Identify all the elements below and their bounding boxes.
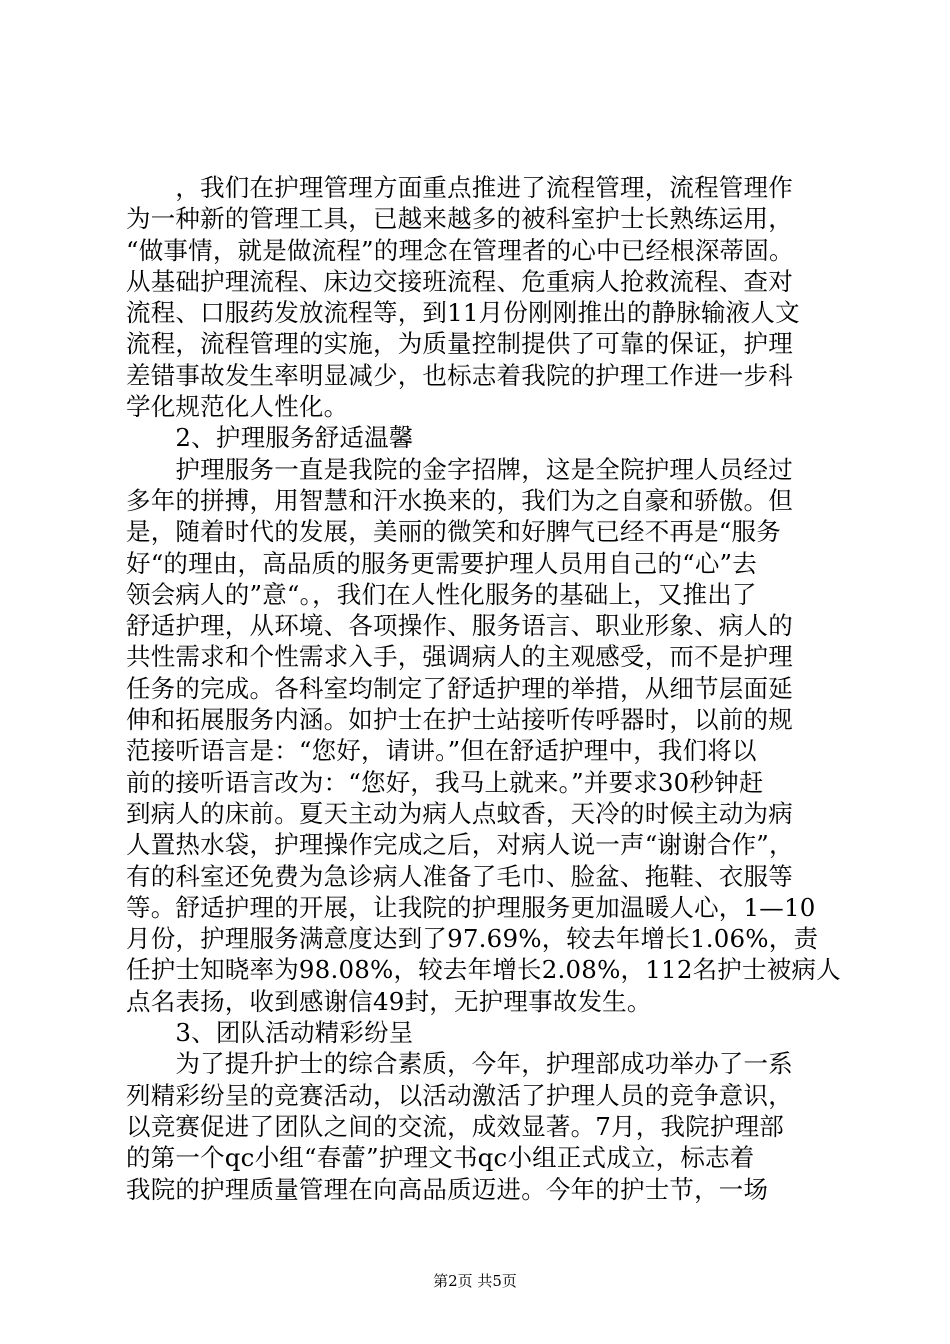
- text-line: 人置热水袋，护理操作完成之后，对病人说一声“谢谢合作”，: [126, 830, 794, 860]
- text-line: 等。舒适护理的开展，让我院的护理服务更加温暖人心，1—10: [126, 892, 816, 922]
- text-line: 流程，流程管理的实施，为质量控制提供了可靠的保证，护理: [126, 329, 793, 359]
- text-line: ，我们在护理管理方面重点推进了流程管理，流程管理作: [126, 173, 793, 202]
- text-line: 多年的拼搏，用智慧和汗水换来的，我们为之自豪和骄傲。但: [126, 485, 793, 515]
- text-line: 领会病人的”意“。，我们在人性化服务的基础上，又推出了: [126, 579, 757, 609]
- text-line: 任务的完成。各科室均制定了舒适护理的举措，从细节层面延: [126, 673, 793, 703]
- text-line: 从基础护理流程、床边交接班流程、危重病人抢救流程、查对: [126, 266, 793, 296]
- text-line: 有的科室还免费为急诊病人准备了毛巾、脸盆、拖鞋、衣服等: [126, 861, 793, 891]
- text-line: 好“的理由，高品质的服务更需要护理人员用自己的“心”去: [126, 548, 757, 578]
- text-line: 为了提升护士的综合素质，今年，护理部成功举办了一系: [126, 1049, 793, 1079]
- text-line: 以竞赛促进了团队之间的交流，成效显著。7月，我院护理部: [126, 1111, 784, 1141]
- text-line: 的第一个qc小组“春蕾”护理文书qc小组正式成立，标志着: [126, 1143, 755, 1173]
- text-line: 点名表扬，收到感谢信49封，无护理事故发生。: [126, 986, 652, 1016]
- text-line: 我院的护理质量管理在向高品质迈进。今年的护士节，一场: [126, 1174, 769, 1204]
- section-heading: 3、团队活动精彩纷呈: [126, 1018, 414, 1048]
- section-heading: 2、护理服务舒适温馨: [126, 423, 414, 453]
- text-line: 为一种新的管理工具，已越来越多的被科室护士长熟练运用，: [126, 204, 793, 234]
- text-line: 是，随着时代的发展，美丽的微笑和好脾气已经不再是“服务: [126, 517, 781, 547]
- text-line: 范接听语言是：“您好，请讲。”但在舒适护理中，我们将以: [126, 736, 757, 766]
- text-line: 差错事故发生率明显减少，也标志着我院的护理工作进一步科: [126, 360, 793, 390]
- text-line: 列精彩纷呈的竞赛活动，以活动激活了护理人员的竞争意识，: [126, 1080, 793, 1110]
- text-line: 学化规范化人性化。: [126, 392, 349, 422]
- text-line: 前的接听语言改为：“您好，我马上就来。”并要求30秒钟赶: [126, 767, 764, 797]
- text-line: 到病人的床前。夏天主动为病人点蚊香，天冷的时候主动为病: [126, 798, 793, 828]
- text-line: 共性需求和个性需求入手，强调病人的主观感受，而不是护理: [126, 642, 793, 672]
- text-line: 舒适护理，从环境、各项操作、服务语言、职业形象、病人的: [126, 611, 793, 641]
- body-text: [126, 172, 841, 1205]
- text-line: 任护士知晓率为98.08%，较去年增长2.08%，112名护士被病人: [126, 955, 841, 985]
- text-line: 月份，护理服务满意度达到了97.69%，较去年增长1.06%，责: [126, 924, 819, 954]
- text-line: “做事情，就是做流程”的理念在管理者的心中已经根深蒂固。: [126, 235, 794, 265]
- text-line: 流程、口服药发放流程等，到11月份刚刚推出的静脉输液人文: [126, 298, 800, 328]
- text-line: 护理服务一直是我院的金字招牌，这是全院护理人员经过: [126, 454, 793, 484]
- text-line: 伸和拓展服务内涵。如护士在护士站接听传呼器时，以前的规: [126, 705, 793, 735]
- page-footer: 第2页 共5页: [433, 1272, 517, 1290]
